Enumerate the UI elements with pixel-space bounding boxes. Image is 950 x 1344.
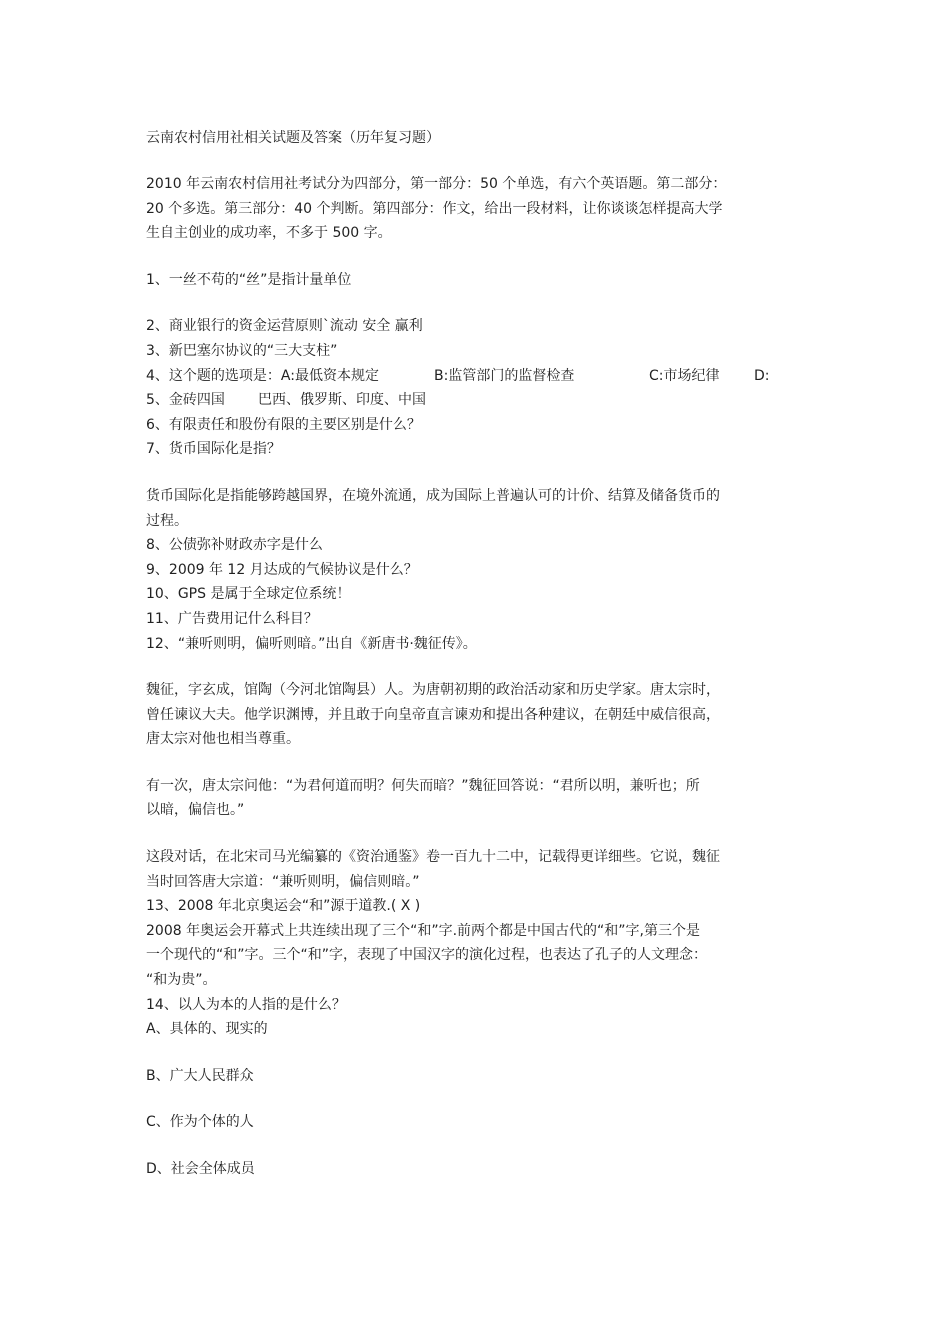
question-4-option-a: 4、这个题的选项是：A:最低资本规定 [146,367,379,384]
spacer [146,1042,806,1064]
question-2: 2、商业银行的资金运营原则`流动 安全 赢利 [146,318,423,335]
weizheng-paragraph-line-3: 唐太宗对他也相当尊重。 [146,731,300,748]
spacer [146,462,806,484]
weizheng-paragraph-line-1: 魏征，字玄成，馆陶（今河北馆陶县）人。为唐朝初期的政治活动家和历史学家。唐太宗时， [146,682,720,699]
intro-line-3: 生自主创业的成功率，不多于 500 字。 [146,225,392,242]
question-13-answer-line-2: 一个现代的“和”字。三个“和”字，表现了中国汉字的演化过程，也表达了孔子的人文理念： [146,947,708,964]
question-14-option-d: D、社会全体成员 [146,1161,255,1177]
zizhi-paragraph-line-2: 当时回答唐大宗道：“兼听则明，偏信则暗。” [146,873,420,890]
question-9: 9、2009 年 12 月达成的气候协议是什么？ [146,561,418,578]
question-12: 12、“兼听则明，偏听则暗。”出自《新唐书·魏征传》。 [146,635,477,652]
question-6: 6、有限责任和股份有限的主要区别是什么？ [146,416,421,433]
question-4-option-b: B:监管部门的监督检查 [434,367,575,384]
dialog-paragraph-line-1: 有一次，唐太宗问他：“为君何道而明？何失而暗？”魏征回答说：“君所以明，兼听也；所 [146,777,700,794]
spacer [146,752,806,774]
document-title: 云南农村信用社相关试题及答案（历年复习题） [146,130,440,146]
question-5-answer: 巴西、俄罗斯、印度、中国 [258,392,426,409]
question-13: 13、2008 年北京奥运会“和”源于道教.( X ) [146,898,421,915]
question-11: 11、广告费用记什么科目？ [146,610,318,627]
question-7-answer-line-2: 过程。 [146,512,188,529]
question-8: 8、公债弥补财政赤字是什么 [146,537,323,554]
weizheng-paragraph-line-2: 曾任谏议大夫。他学识渊博，并且敢于向皇帝直言谏劝和提出各种建议，在朝廷中威信很高， [146,706,720,723]
spacer [146,1135,806,1157]
question-7-answer-line-1: 货币国际化是指能够跨越国界，在境外流通，成为国际上普遍认可的计价、结算及储备货币的 [146,487,720,504]
intro-line-1: 2010 年云南农村信用社考试分为四部分，第一部分：50 个单选，有六个英语题。第二部分： [146,176,727,192]
question-14-option-c: C、作为个体的人 [146,1114,254,1131]
question-10: 10、GPS 是属于全球定位系统！ [146,586,351,603]
spacer [146,1088,806,1110]
spacer [146,292,806,314]
dialog-paragraph-line-2: 以暗，偏信也。” [146,802,245,819]
zizhi-paragraph-line-1: 这段对话，在北宋司马光编纂的《资治通鉴》卷一百九十二中，记载得更详细些。它说，魏征 [146,849,720,866]
question-13-answer-line-3: “和为贵”。 [146,972,217,989]
intro-line-2: 20 个多选。第三部分：40 个判断。第四部分：作文，给出一段材料，让你谈谈怎样提高大学 [146,200,723,217]
spacer [146,656,806,678]
question-4 [146,364,806,389]
question-1: 1、一丝不苟的“丝”是指计量单位 [146,271,352,288]
document-page [146,126,806,1182]
spacer [146,823,806,845]
question-5 [146,388,806,413]
question-4-option-c: C:市场纪律 [649,367,720,384]
spacer [146,246,806,268]
question-13-answer-line-1: 2008 年奥运会开幕式上共连续出现了三个“和”字.前两个都是中国古代的“和”字,第三个是 [146,922,700,939]
spacer [146,150,806,172]
question-14: 14、以人为本的人指的是什么？ [146,996,346,1013]
question-7: 7、货币国际化是指？ [146,441,281,458]
question-4-option-d: D: [754,367,770,384]
question-14-option-b: B、广大人民群众 [146,1067,254,1084]
question-14-option-a: A、具体的、现实的 [146,1021,268,1038]
question-3: 3、新巴塞尔协议的“三大支柱” [146,342,338,359]
question-5-prefix: 5、金砖四国 [146,392,225,409]
